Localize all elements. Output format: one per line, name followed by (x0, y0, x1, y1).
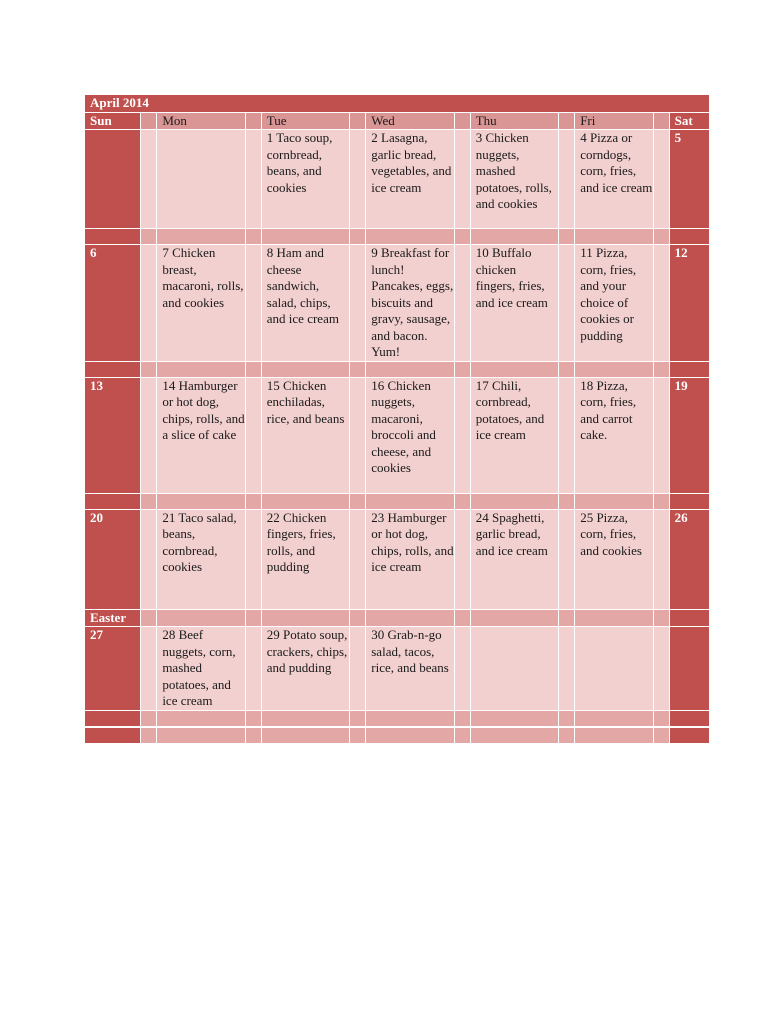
note-cell (157, 361, 245, 377)
note-cell (470, 361, 558, 377)
spacer-cell (559, 509, 575, 609)
day-cell-thu: 10 Buffalo chicken fingers, fries, and ice cream (470, 245, 558, 362)
spacer-cell (141, 229, 157, 245)
spacer-cell (350, 627, 366, 711)
spacer-cell (653, 112, 669, 130)
header-sun: Sun (85, 112, 141, 130)
spacer-cell (559, 245, 575, 362)
spacer-cell (454, 377, 470, 493)
spacer-cell (141, 377, 157, 493)
spacer-cell (141, 361, 157, 377)
spacer-cell (559, 377, 575, 493)
spacer-cell (653, 710, 669, 726)
note-cell (157, 727, 245, 743)
note-cell (470, 727, 558, 743)
note-cell (366, 710, 454, 726)
spacer-cell (653, 361, 669, 377)
spacer-cell (559, 493, 575, 509)
spacer-cell (245, 493, 261, 509)
spacer-cell (653, 130, 669, 229)
note-cell (157, 710, 245, 726)
note-cell (261, 727, 349, 743)
header-wed: Wed (366, 112, 454, 130)
spacer-cell (559, 627, 575, 711)
spacer-cell (245, 710, 261, 726)
spacer-cell (245, 361, 261, 377)
note-cell (575, 727, 653, 743)
sunday-note-cell (85, 229, 141, 245)
spacer-cell (350, 710, 366, 726)
spacer-cell (245, 112, 261, 130)
note-cell (575, 609, 653, 627)
spacer-cell (245, 727, 261, 743)
week-row (85, 130, 710, 229)
week-row (85, 627, 710, 711)
sunday-note-cell (85, 710, 141, 726)
saturday-note-cell (669, 493, 709, 509)
spacer-cell (559, 229, 575, 245)
header-mon: Mon (157, 112, 245, 130)
spacer-cell (245, 509, 261, 609)
header-sat: Sat (669, 112, 709, 130)
day-cell-thu: 24 Spaghetti, garlic bread, and ice cream (470, 509, 558, 609)
day-cell-tue: 22 Chicken fingers, fries, rolls, and pudding (261, 509, 349, 609)
note-cell (366, 361, 454, 377)
spacer-cell (454, 609, 470, 627)
spacer-cell (350, 229, 366, 245)
spacer-cell (454, 130, 470, 229)
note-cell (366, 493, 454, 509)
spacer-cell (350, 112, 366, 130)
day-cell-tue: 15 Chicken enchiladas, rice, and beans (261, 377, 349, 493)
day-cell-wed: 30 Grab-n-go salad, tacos, rice, and beans (366, 627, 454, 711)
day-cell-thu: 3 Chicken nuggets, mashed potatoes, rolls, and cookies (470, 130, 558, 229)
spacer-cell (141, 130, 157, 229)
saturday-note-cell (669, 609, 709, 627)
saturday-note-cell (669, 229, 709, 245)
spacer-cell (141, 727, 157, 743)
spacer-cell (653, 229, 669, 245)
day-cell-thu: 17 Chili, cornbread, potatoes, and ice cream (470, 377, 558, 493)
week-note-row (85, 361, 710, 377)
spacer-cell (454, 229, 470, 245)
spacer-cell (350, 493, 366, 509)
saturday-cell: 12 (669, 245, 709, 362)
header-tue: Tue (261, 112, 349, 130)
day-cell-thu (470, 627, 558, 711)
note-cell (575, 710, 653, 726)
spacer-cell (559, 609, 575, 627)
spacer-cell (350, 245, 366, 362)
note-cell (575, 361, 653, 377)
saturday-note-cell (669, 710, 709, 726)
week-note-row (85, 229, 710, 245)
spacer-cell (245, 609, 261, 627)
spacer-cell (559, 130, 575, 229)
spacer-cell (653, 377, 669, 493)
spacer-cell (454, 245, 470, 362)
spacer-cell (141, 112, 157, 130)
spacer-cell (245, 130, 261, 229)
sunday-cell (85, 130, 141, 229)
note-cell (470, 229, 558, 245)
spacer-cell (653, 609, 669, 627)
spacer-cell (653, 493, 669, 509)
day-cell-fri: 18 Pizza, corn, fries, and carrot cake. (575, 377, 653, 493)
day-cell-fri: 25 Pizza, corn, fries, and cookies (575, 509, 653, 609)
week-note-row (85, 727, 710, 743)
note-cell (366, 229, 454, 245)
note-cell (157, 229, 245, 245)
spacer-cell (653, 627, 669, 711)
spacer-cell (454, 112, 470, 130)
spacer-cell (141, 609, 157, 627)
week-row (85, 377, 710, 493)
note-cell (261, 710, 349, 726)
spacer-cell (350, 509, 366, 609)
day-cell-tue: 1 Taco soup, cornbread, beans, and cookies (261, 130, 349, 229)
spacer-cell (559, 361, 575, 377)
title-row (85, 95, 710, 113)
spacer-cell (350, 377, 366, 493)
note-cell (261, 609, 349, 627)
note-cell (261, 493, 349, 509)
day-cell-mon: 28 Beef nuggets, corn, mashed potatoes, and ice cream (157, 627, 245, 711)
saturday-cell: 26 (669, 509, 709, 609)
header-fri: Fri (575, 112, 653, 130)
sunday-note-cell (85, 727, 141, 743)
sunday-cell: 20 (85, 509, 141, 609)
spacer-cell (653, 245, 669, 362)
note-cell (261, 361, 349, 377)
spacer-cell (141, 493, 157, 509)
day-cell-wed: 2 Lasagna, garlic bread, vegetables, and ice cream (366, 130, 454, 229)
header-thu: Thu (470, 112, 558, 130)
day-cell-wed: 23 Hamburger or hot dog, chips, rolls, and ice cream (366, 509, 454, 609)
note-cell (470, 609, 558, 627)
day-cell-mon (157, 130, 245, 229)
note-cell (470, 493, 558, 509)
day-cell-tue: 8 Ham and cheese sandwich, salad, chips, and ice cream (261, 245, 349, 362)
day-cell-mon: 7 Chicken breast, macaroni, rolls, and cookies (157, 245, 245, 362)
day-cell-fri: 11 Pizza, corn, fries, and your choice of cookies or pudding (575, 245, 653, 362)
spacer-cell (141, 627, 157, 711)
spacer-cell (245, 377, 261, 493)
week-note-row (85, 710, 710, 726)
week-note-row (85, 493, 710, 509)
day-cell-tue: 29 Potato soup, crackers, chips, and pudding (261, 627, 349, 711)
spacer-cell (454, 727, 470, 743)
note-cell (157, 609, 245, 627)
spacer-cell (245, 229, 261, 245)
spacer-cell (559, 112, 575, 130)
day-cell-mon: 21 Taco salad, beans, cornbread, cookies (157, 509, 245, 609)
spacer-cell (350, 727, 366, 743)
sunday-cell: 13 (85, 377, 141, 493)
spacer-cell (454, 509, 470, 609)
spacer-cell (141, 245, 157, 362)
spacer-cell (454, 710, 470, 726)
day-cell-fri (575, 627, 653, 711)
calendar-table (84, 94, 710, 744)
day-cell-mon: 14 Hamburger or hot dog, chips, rolls, and a slice of cake (157, 377, 245, 493)
day-cell-wed: 16 Chicken nuggets, macaroni, broccoli and cheese, and cookies (366, 377, 454, 493)
saturday-cell (669, 627, 709, 711)
sunday-note-cell (85, 493, 141, 509)
note-cell (366, 727, 454, 743)
note-cell (261, 229, 349, 245)
saturday-note-cell (669, 361, 709, 377)
spacer-cell (653, 509, 669, 609)
month-title: April 2014 (85, 95, 710, 113)
spacer-cell (350, 130, 366, 229)
sunday-note-cell (85, 361, 141, 377)
note-cell (575, 493, 653, 509)
sunday-cell: 27 (85, 627, 141, 711)
spacer-cell (245, 627, 261, 711)
saturday-cell: 19 (669, 377, 709, 493)
spacer-cell (559, 710, 575, 726)
note-cell (366, 609, 454, 627)
sunday-cell: 6 (85, 245, 141, 362)
day-cell-wed: 9 Breakfast for lunch! Pancakes, eggs, biscuits and gravy, sausage, and bacon. Yum! (366, 245, 454, 362)
day-cell-fri: 4 Pizza or corndogs, corn, fries, and ice cream (575, 130, 653, 229)
saturday-cell: 5 (669, 130, 709, 229)
week-note-row (85, 609, 710, 627)
spacer-cell (653, 727, 669, 743)
spacer-cell (141, 710, 157, 726)
spacer-cell (454, 493, 470, 509)
week-row (85, 245, 710, 362)
saturday-note-cell (669, 727, 709, 743)
spacer-cell (350, 609, 366, 627)
note-cell (575, 229, 653, 245)
spacer-cell (454, 361, 470, 377)
spacer-cell (350, 361, 366, 377)
sunday-note-cell: Easter (85, 609, 141, 627)
spacer-cell (559, 727, 575, 743)
week-row (85, 509, 710, 609)
weekday-header-row (85, 112, 710, 130)
note-cell (470, 710, 558, 726)
spacer-cell (454, 627, 470, 711)
spacer-cell (141, 509, 157, 609)
note-cell (157, 493, 245, 509)
spacer-cell (245, 245, 261, 362)
